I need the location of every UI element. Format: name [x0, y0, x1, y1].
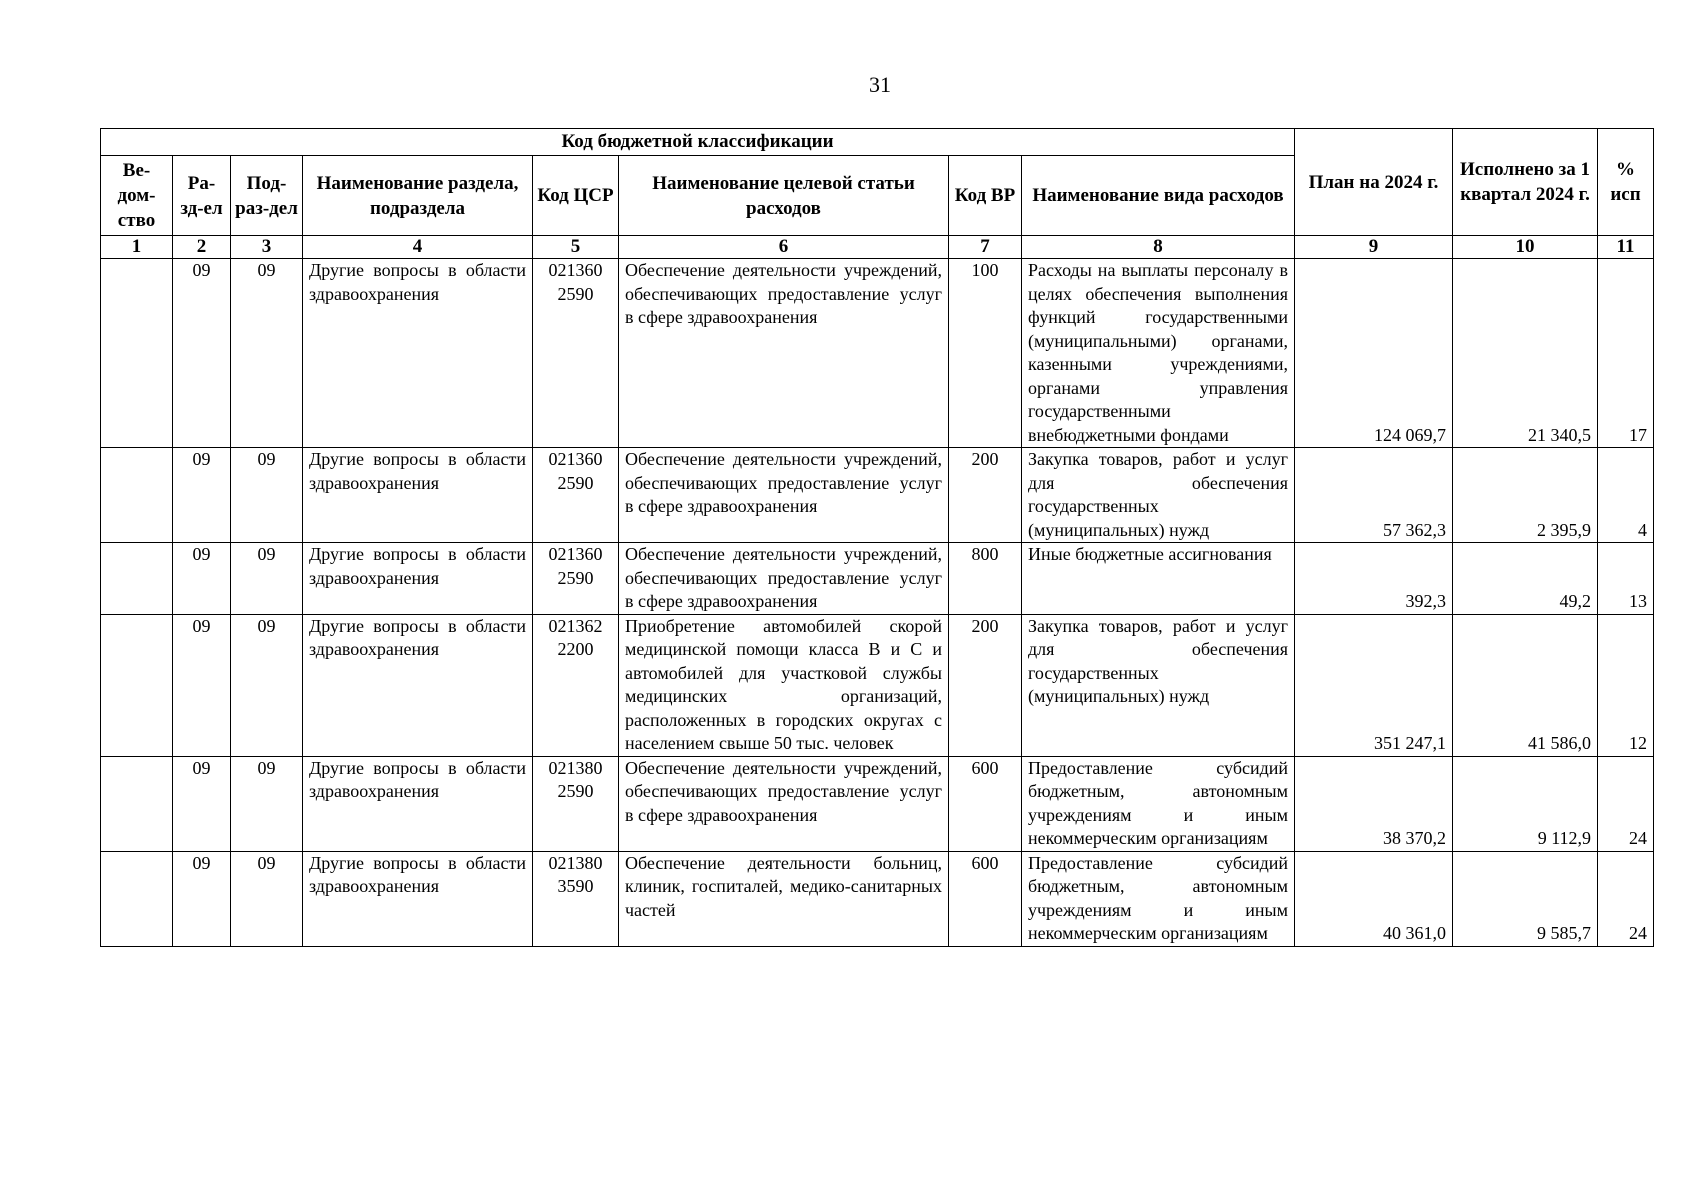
cell-podrazdel: 09	[231, 614, 303, 756]
cell-kod-csr: 021360 2590	[533, 448, 619, 543]
cell-kod-csr: 021380 2590	[533, 756, 619, 851]
cell-kod-csr: 021380 3590	[533, 851, 619, 946]
cell-percent: 4	[1598, 448, 1654, 543]
cell-razdel: 09	[173, 756, 231, 851]
cell-percent: 24	[1598, 851, 1654, 946]
cell-vedomstvo	[101, 851, 173, 946]
cell-podrazdel: 09	[231, 543, 303, 615]
cell-kod-vr: 200	[949, 614, 1022, 756]
header-target-name: Наименование целевой статьи расходов	[619, 156, 949, 236]
cell-expense-type-name: Иные бюджетные ассигнования	[1022, 543, 1295, 615]
cell-plan: 57 362,3	[1295, 448, 1453, 543]
table-row	[101, 614, 1654, 756]
cell-percent: 12	[1598, 614, 1654, 756]
cell-razdel: 09	[173, 543, 231, 615]
header-kod-vr: Код ВР	[949, 156, 1022, 236]
cell-executed: 49,2	[1453, 543, 1598, 615]
cell-vedomstvo	[101, 259, 173, 448]
cell-plan: 351 247,1	[1295, 614, 1453, 756]
cell-razdel-name: Другие вопросы в области здравоохранения	[303, 543, 533, 615]
cell-razdel: 09	[173, 448, 231, 543]
cell-razdel-name: Другие вопросы в области здравоохранения	[303, 756, 533, 851]
cell-plan: 124 069,7	[1295, 259, 1453, 448]
cell-razdel-name: Другие вопросы в области здравоохранения	[303, 259, 533, 448]
group-header-budget-classification: Код бюджетной классификации	[101, 129, 1295, 156]
column-number: 7	[949, 236, 1022, 259]
cell-razdel: 09	[173, 614, 231, 756]
table-row	[101, 259, 1654, 448]
cell-vedomstvo	[101, 614, 173, 756]
cell-razdel-name: Другие вопросы в области здравоохранения	[303, 614, 533, 756]
header-expense-type-name: Наименование вида расходов	[1022, 156, 1295, 236]
cell-target-name: Обеспечение деятельности учреждений, обеспечивающих предоставление услуг в сфере здравоохранения	[619, 756, 949, 851]
cell-expense-type-name: Расходы на выплаты персоналу в целях обеспечения выполнения функций государственными (муниципальными) органами, казенными учреждениями, органами управления государственными внебюджетными фондами	[1022, 259, 1295, 448]
cell-percent: 17	[1598, 259, 1654, 448]
cell-target-name: Обеспечение деятельности учреждений, обеспечивающих предоставление услуг в сфере здравоохранения	[619, 448, 949, 543]
cell-kod-vr: 800	[949, 543, 1022, 615]
table-body	[101, 259, 1654, 947]
cell-executed: 2 395,9	[1453, 448, 1598, 543]
cell-plan: 40 361,0	[1295, 851, 1453, 946]
cell-kod-csr: 021362 2200	[533, 614, 619, 756]
cell-podrazdel: 09	[231, 756, 303, 851]
cell-kod-vr: 200	[949, 448, 1022, 543]
column-number: 4	[303, 236, 533, 259]
cell-podrazdel: 09	[231, 851, 303, 946]
cell-podrazdel: 09	[231, 259, 303, 448]
column-number: 1	[101, 236, 173, 259]
header-razdel-name: Наименование раздела, подраздела	[303, 156, 533, 236]
cell-expense-type-name: Предоставление субсидий бюджетным, автономным учреждениям и иным некоммерческим организациям	[1022, 851, 1295, 946]
table-row	[101, 448, 1654, 543]
column-number: 3	[231, 236, 303, 259]
table-row	[101, 543, 1654, 615]
cell-plan: 38 370,2	[1295, 756, 1453, 851]
cell-target-name: Обеспечение деятельности больниц, клиник, госпиталей, медико-санитарных частей	[619, 851, 949, 946]
header-plan: План на 2024 г.	[1295, 129, 1453, 236]
budget-table	[100, 128, 1654, 947]
header-vedomstvo: Ве-дом-ство	[101, 156, 173, 236]
header-podrazdel: Под-раз-дел	[231, 156, 303, 236]
cell-expense-type-name: Закупка товаров, работ и услуг для обеспечения государственных (муниципальных) нужд	[1022, 448, 1295, 543]
cell-executed: 9 585,7	[1453, 851, 1598, 946]
cell-expense-type-name: Закупка товаров, работ и услуг для обеспечения государственных (муниципальных) нужд	[1022, 614, 1295, 756]
table-row	[101, 851, 1654, 946]
cell-kod-vr: 600	[949, 851, 1022, 946]
cell-percent: 24	[1598, 756, 1654, 851]
cell-executed: 21 340,5	[1453, 259, 1598, 448]
header-percent: % исп	[1598, 129, 1654, 236]
column-number: 11	[1598, 236, 1654, 259]
column-numbers-row	[101, 236, 1654, 259]
column-number: 2	[173, 236, 231, 259]
cell-target-name: Обеспечение деятельности учреждений, обеспечивающих предоставление услуг в сфере здравоохранения	[619, 259, 949, 448]
header-executed: Исполнено за 1 квартал 2024 г.	[1453, 129, 1598, 236]
cell-razdel-name: Другие вопросы в области здравоохранения	[303, 851, 533, 946]
cell-podrazdel: 09	[231, 448, 303, 543]
column-number: 8	[1022, 236, 1295, 259]
column-number: 6	[619, 236, 949, 259]
page-number: 31	[869, 72, 891, 97]
cell-razdel: 09	[173, 851, 231, 946]
cell-vedomstvo	[101, 543, 173, 615]
cell-expense-type-name: Предоставление субсидий бюджетным, автономным учреждениям и иным некоммерческим организациям	[1022, 756, 1295, 851]
cell-executed: 41 586,0	[1453, 614, 1598, 756]
column-number: 5	[533, 236, 619, 259]
cell-kod-vr: 600	[949, 756, 1022, 851]
cell-razdel: 09	[173, 259, 231, 448]
header-kod-csr: Код ЦСР	[533, 156, 619, 236]
cell-kod-csr: 021360 2590	[533, 259, 619, 448]
cell-target-name: Приобретение автомобилей скорой медицинской помощи класса В и С и автомобилей для участковой службы медицинских организаций, расположенных в городских округах с населением свыше 50 тыс. человек	[619, 614, 949, 756]
column-number: 10	[1453, 236, 1598, 259]
header-razdel: Ра-зд-ел	[173, 156, 231, 236]
column-number: 9	[1295, 236, 1453, 259]
cell-plan: 392,3	[1295, 543, 1453, 615]
cell-vedomstvo	[101, 756, 173, 851]
cell-kod-vr: 100	[949, 259, 1022, 448]
cell-kod-csr: 021360 2590	[533, 543, 619, 615]
cell-executed: 9 112,9	[1453, 756, 1598, 851]
cell-percent: 13	[1598, 543, 1654, 615]
cell-target-name: Обеспечение деятельности учреждений, обеспечивающих предоставление услуг в сфере здравоохранения	[619, 543, 949, 615]
cell-vedomstvo	[101, 448, 173, 543]
table-header	[101, 129, 1654, 259]
cell-razdel-name: Другие вопросы в области здравоохранения	[303, 448, 533, 543]
table-row	[101, 756, 1654, 851]
